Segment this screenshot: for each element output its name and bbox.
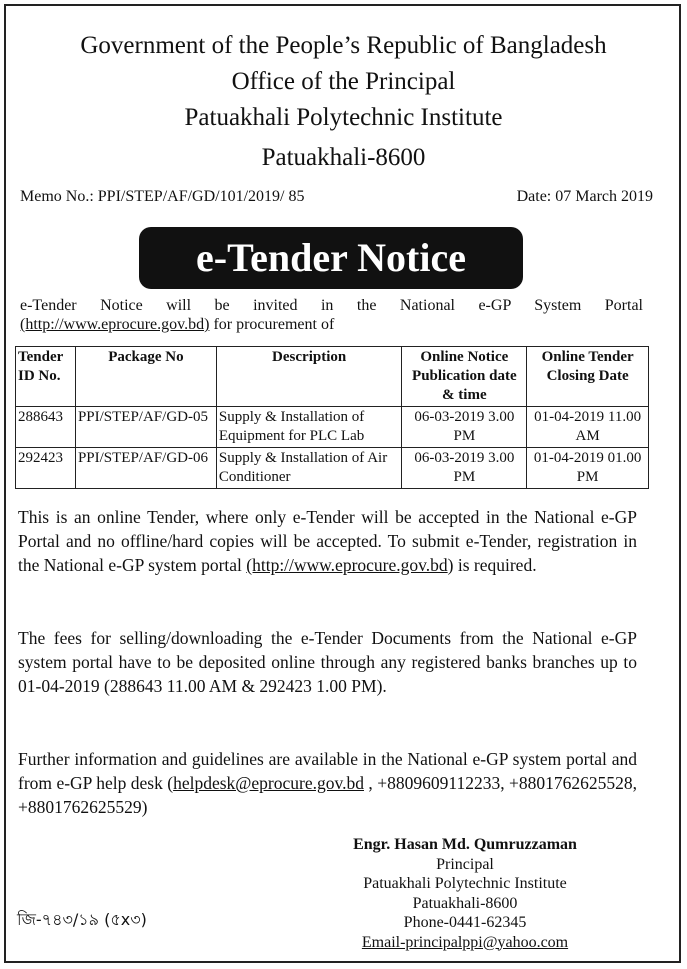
col-header-publication: Online Notice Publication date & time (402, 347, 527, 407)
col-header-description: Description (216, 347, 402, 407)
table-header-row (16, 347, 649, 407)
description: Supply & Installation of Equipment for PLC Lab (216, 407, 402, 448)
signatory-title: Principal (436, 855, 494, 873)
reference-code: জি-৭৪৩/১৯ (৫x৩) (17, 910, 147, 929)
tender-table (15, 346, 649, 489)
header-office: Office of the Principal (231, 68, 456, 95)
table-row (16, 448, 649, 489)
col-header-id: Tender ID No. (16, 347, 76, 407)
col-header-package: Package No (75, 347, 216, 407)
intro-rest: for procurement of (209, 316, 335, 333)
signatory-institute: Patuakhali Polytechnic Institute (363, 875, 567, 892)
memo-row (20, 188, 653, 206)
eprocure-link[interactable]: (http://www.eprocure.gov.bd) (20, 316, 210, 333)
paragraph-text: The fees for selling/downloading the e-Tender Documents from the National e-GP system portal have to be deposited online through any registered banks branches up to 01-04-2019 (288643 11.00 AM & 292423 1.00 PM). (18, 628, 637, 696)
signature-block (300, 835, 630, 952)
closing-date: 01-04-2019 01.00 PM (527, 448, 649, 489)
header-city: Patuakhali-8600 (261, 144, 426, 171)
page-title-banner: e-Tender Notice (139, 227, 523, 289)
eprocure-link[interactable]: (http://www.eprocure.gov.bd (246, 555, 448, 575)
paragraph-text: This is an online Tender, where only e-Tender will be accepted in the National e-GP Portal and no offline/hard copies will be accepted. To submit e-Tender, registration in the National e-GP system portal (18, 507, 637, 575)
paragraph-online-tender (18, 505, 637, 577)
paragraph-tail: ) is required. (447, 555, 537, 575)
paragraph-text: Further information and guidelines are available in the National e-GP system portal and from e-GP help desk ( (18, 749, 637, 793)
closing-date: 01-04-2019 11.00 AM (527, 407, 649, 448)
package-no: PPI/STEP/AF/GD-06 (75, 448, 216, 489)
intro-text (20, 296, 643, 334)
publication-date: 06-03-2019 3.00 PM (402, 407, 527, 448)
signatory-name: Engr. Hasan Md. Qumruzzaman (353, 836, 577, 853)
paragraph-further-info (18, 747, 637, 819)
signatory-city: Patuakhali-8600 (412, 894, 518, 912)
package-no: PPI/STEP/AF/GD-05 (75, 407, 216, 448)
tender-id: 292423 (16, 448, 76, 489)
col-header-closing: Online Tender Closing Date (527, 347, 649, 407)
table-row (16, 407, 649, 448)
intro-line: e-Tender Notice will be invited in the National e-GP System Portal (20, 297, 643, 314)
memo-date: Date: 07 March 2019 (516, 188, 653, 205)
header-institute: Patuakhali Polytechnic Institute (184, 104, 503, 131)
tender-id: 288643 (16, 407, 76, 448)
paragraph-tail: , +8809609112233, +8801762625528, +8801762625529) (18, 773, 638, 817)
signatory-email-link[interactable]: Email-principalppi@yahoo.com (361, 933, 569, 951)
paragraph-fees (18, 626, 637, 698)
header-government: Government of the People’s Republic of Bangladesh (80, 32, 607, 59)
signatory-phone: Phone-0441-62345 (403, 914, 527, 931)
helpdesk-email-link[interactable]: helpdesk@eprocure.gov.bd (173, 773, 364, 793)
description: Supply & Installation of Air Conditioner (216, 448, 402, 489)
memo-number: Memo No.: PPI/STEP/AF/GD/101/2019/ 85 (20, 188, 305, 205)
publication-date: 06-03-2019 3.00 PM (402, 448, 527, 489)
